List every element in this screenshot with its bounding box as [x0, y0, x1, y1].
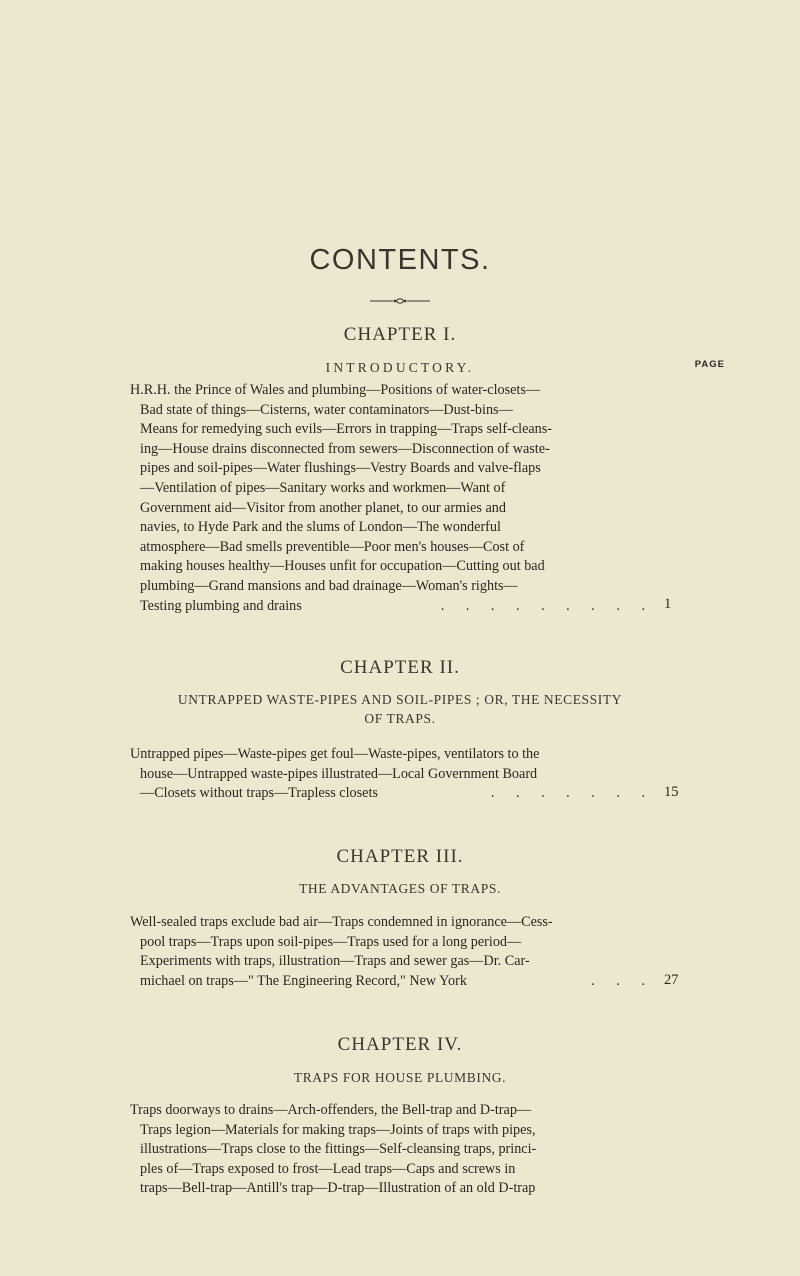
chapter-3-heading: CHAPTER III.: [336, 846, 464, 867]
dot-leader: . . .: [591, 972, 654, 989]
chapter-2-page-number: 15: [664, 784, 679, 800]
summary-line: Government aid—Visitor from another planet, to our armies and: [140, 499, 506, 516]
summary-line: Experiments with traps, illustration—Traps and sewer gas—Dr. Car-: [140, 953, 530, 970]
summary-line: Traps legion—Materials for making traps—Joints of traps with pipes,: [140, 1121, 536, 1138]
summary-line: ing—House drains disconnected from sewers—Disconnection of waste-: [140, 440, 550, 457]
page-column-label: PAGE: [694, 359, 725, 370]
summary-line-last: [140, 972, 660, 992]
ornament-divider: [0, 292, 800, 310]
chapter-3-page-number: 27: [664, 972, 679, 988]
summary-line-last: [140, 597, 660, 617]
summary-line-last: [140, 784, 660, 804]
summary-line: illustrations—Traps close to the fittings—Self-cleansing traps, princi-: [140, 1141, 537, 1158]
chapter-4-heading: CHAPTER IV.: [337, 1034, 463, 1055]
summary-line: house—Untrapped waste-pipes illustrated—Local Government Board: [140, 765, 538, 782]
chapter-2-heading: CHAPTER II.: [340, 657, 460, 678]
dot-leader: . . . . . . . . .: [440, 597, 654, 614]
chapter-1-subtitle: INTRODUCTORY.: [325, 360, 475, 375]
summary-line: making houses healthy—Houses unfit for occupation—Cutting out bad: [140, 558, 545, 575]
summary-line: traps—Bell-trap—Antill's trap—D-trap—Illustration of an old D-trap: [140, 1180, 536, 1197]
chapter-4-summary: [130, 1101, 660, 1199]
summary-line: Testing plumbing and drains: [140, 597, 302, 614]
summary-line: —Ventilation of pipes—Sanitary works and workmen—Want of: [140, 479, 506, 496]
chapter-2-subtitle-line: UNTRAPPED WASTE-PIPES AND SOIL-PIPES ; OR, THE NECESSITY: [177, 692, 623, 707]
summary-line: Untrapped pipes—Waste-pipes get foul—Waste-pipes, ventilators to the: [130, 746, 540, 762]
summary-line: Means for remedying such evils—Errors in trapping—Traps self-cleans-: [140, 421, 552, 438]
summary-line: atmosphere—Bad smells preventible—Poor men's houses—Cost of: [140, 538, 525, 555]
page-title: CONTENTS.: [309, 244, 491, 276]
summary-line: michael on traps—" The Engineering Record," New York: [140, 972, 467, 989]
summary-line: H.R.H. the Prince of Wales and plumbing—Positions of water-closets—: [130, 382, 541, 398]
chapter-3-subtitle: THE ADVANTAGES OF TRAPS.: [299, 881, 501, 896]
chapter-2-subtitle-line: OF TRAPS.: [364, 711, 436, 726]
dot-leader: . . . . . . .: [490, 785, 654, 802]
summary-line: plumbing—Grand mansions and bad drainage—Woman's rights—: [140, 577, 518, 594]
chapter-1-page-number: 1: [664, 596, 672, 612]
summary-line: navies, to Hyde Park and the slums of London—The wonderful: [140, 519, 501, 536]
chapter-1-heading: CHAPTER I.: [343, 324, 457, 345]
summary-line: Bad state of things—Cisterns, water contaminators—Dust-bins—: [140, 401, 513, 418]
summary-line: pool traps—Traps upon soil-pipes—Traps used for a long period—: [140, 933, 522, 950]
summary-line: —Closets without traps—Trapless closets: [140, 785, 378, 802]
summary-line: Well-sealed traps exclude bad air—Traps condemned in ignorance—Cess-: [130, 914, 553, 930]
chapter-4-subtitle: TRAPS FOR HOUSE PLUMBING.: [293, 1070, 507, 1085]
chapter-1-summary: [130, 381, 660, 616]
summary-line: Traps doorways to drains—Arch-offenders, the Bell-trap and D-trap—: [130, 1102, 532, 1118]
chapter-3-summary: [130, 913, 660, 991]
summary-line: pipes and soil-pipes—Water flushings—Vestry Boards and valve-flaps: [140, 460, 541, 477]
chapter-2-summary: [130, 745, 660, 804]
summary-line: ples of—Traps exposed to frost—Lead traps—Caps and screws in: [140, 1160, 516, 1177]
